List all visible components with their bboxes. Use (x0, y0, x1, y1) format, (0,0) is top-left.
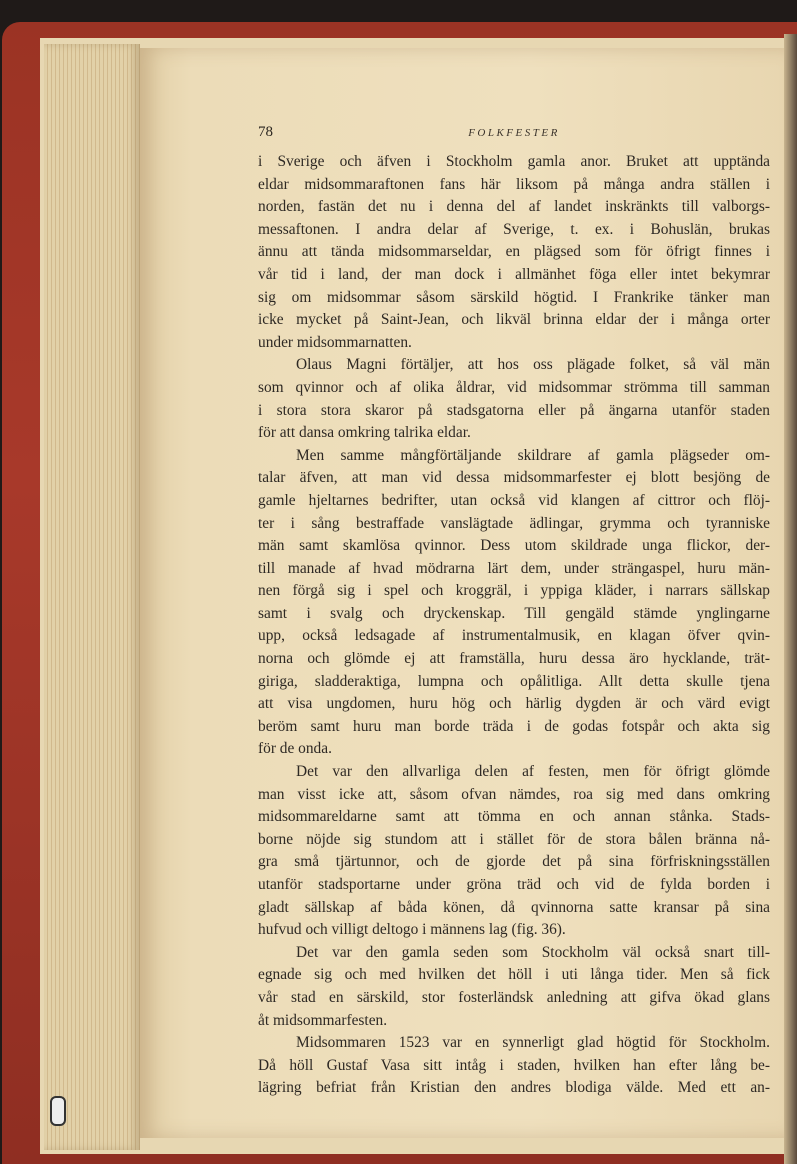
text-line: hufvud och villigt deltogo i männens lag (fig. 36). (258, 921, 566, 939)
text-line: till manade af hvad mödrarna lärt dem, under strängaspel, huru män- (258, 559, 770, 577)
text-line: åt midsommarfesten. (258, 1011, 388, 1029)
text-line: som qvinnor och af olika åldrar, vid midsommar strömma till samman (258, 378, 770, 396)
text-line: ter i sång bestraffade vanslägtade ädlingar, grymma och tyranniske (258, 514, 770, 532)
running-title: FOLKFESTER (468, 127, 560, 139)
text-line: midsommareldarne samt att tömma en och annan stånka. Stads- (258, 808, 770, 826)
text-line: Men samme mångförtäljande skildrare af gamla plägseder om- (296, 446, 770, 464)
text-line: man visst icke att, såsom ofvan nämdes, roa sig med dans omkring (258, 785, 770, 803)
text-line: för att dansa omkring talrika eldar. (258, 424, 471, 442)
text-line: i stora stora skaror på stadsgatorna eller på ängarna utanför staden (258, 401, 770, 419)
page-right-edge (784, 34, 797, 1164)
page-header (258, 124, 770, 148)
text-line: Det var den gamla seden som Stockholm väl också snart till- (296, 943, 770, 961)
text-line: att visa ungdomen, huru hög och härlig dygden är och värd evigt (258, 695, 770, 713)
text-line: Det var den allvarliga delen af festen, men för öfrigt glömde (296, 763, 770, 781)
text-line: talar äfven, att man vid dessa midsommarfester ej blott besjöng de (258, 469, 770, 487)
text-line: i Sverige och äfven i Stockholm gamla anor. Bruket att upptända (258, 153, 770, 170)
text-line: vår stad en särskild, stor fosterländsk anledning att gifva ökad glans (258, 988, 770, 1006)
text-line: norna och glömde ej att framställa, huru dessa äro hycklande, trät- (258, 650, 770, 668)
text-line: borne nöjde sig stundom att i stället för de stora bålen bränna nå- (258, 830, 770, 848)
text-line: beröm samt huru man borde träda i de godas fotspår och akta sig (258, 717, 770, 735)
text-line: nen förgå sig i spel och kroggräl, i yppiga kläder, i narrars sällskap (258, 582, 770, 600)
text-line: sig om midsommar såsom särskild högtid. I Frankrike tänker man (258, 288, 770, 306)
page-edges (44, 44, 140, 1150)
text-line: icke mycket på Saint-Jean, och likväl brinna eldar der i många orter (258, 311, 770, 329)
text-line: gladt sällskap af båda könen, då qvinnorna satte kransar på sina (258, 898, 770, 916)
text-line: Olaus Magni förtäljer, att hos oss plägade folket, så väl män (296, 356, 770, 374)
text-line: norden, fastän det nu i denna del af landet inskränkts till valborgs- (258, 198, 770, 216)
text-line: gra små tjärtunnor, och de gjorde det på sina förfriskningsställen (258, 853, 770, 871)
bookmark-clip-icon (50, 1096, 66, 1126)
text-line: lägring befriat från Kristian den andres blodiga välde. Med ett an- (258, 1079, 770, 1097)
text-line: vår tid i land, der man dock i allmänhet föga eller intet bekymrar (258, 265, 770, 283)
text-line: egnade sig och med hvilken det höll i uti långa tider. Men så fick (258, 966, 770, 984)
text-line: eldar midsommaraftonen fans här liksom på många andra ställen i (258, 175, 770, 193)
text-line: under midsommarnatten. (258, 333, 412, 351)
page-number: 78 (258, 124, 273, 140)
text-line: upp, också ledsagade af instrumentalmusik, en klagan öfver qvin- (258, 627, 770, 645)
text-line: för de onda. (258, 740, 332, 758)
text-line: giriga, sladderaktiga, lumpna och opålitliga. Allt detta skulle tjena (258, 672, 770, 690)
text-line: män samt skamlösa qvinnor. Dess utom skildrade unga flickor, der- (258, 537, 770, 555)
text-line: Då höll Gustaf Vasa sitt intåg i staden, hvilken han efter lång be- (258, 1056, 770, 1074)
text-line: utanför stadsportarne under gröna träd och vid de fylda borden i (258, 876, 770, 893)
text-line: gamle hjeltarnes bedrifter, utan också vid klangen af cittror och flöj- (258, 491, 770, 509)
text-line: samt i svalg och dryckenskap. Till gengäld stämde ynglingarne (258, 604, 770, 622)
text-line: ännu att tända midsommarseldar, en plägsed som för öfrigt finnes i (258, 243, 770, 261)
body-text (258, 151, 770, 1100)
text-line: messaftonen. I andra delar af Sverige, t. ex. i Bohuslän, brukas (258, 220, 770, 238)
text-line: Midsommaren 1523 var en synnerligt glad högtid för Stockholm. (296, 1034, 770, 1052)
